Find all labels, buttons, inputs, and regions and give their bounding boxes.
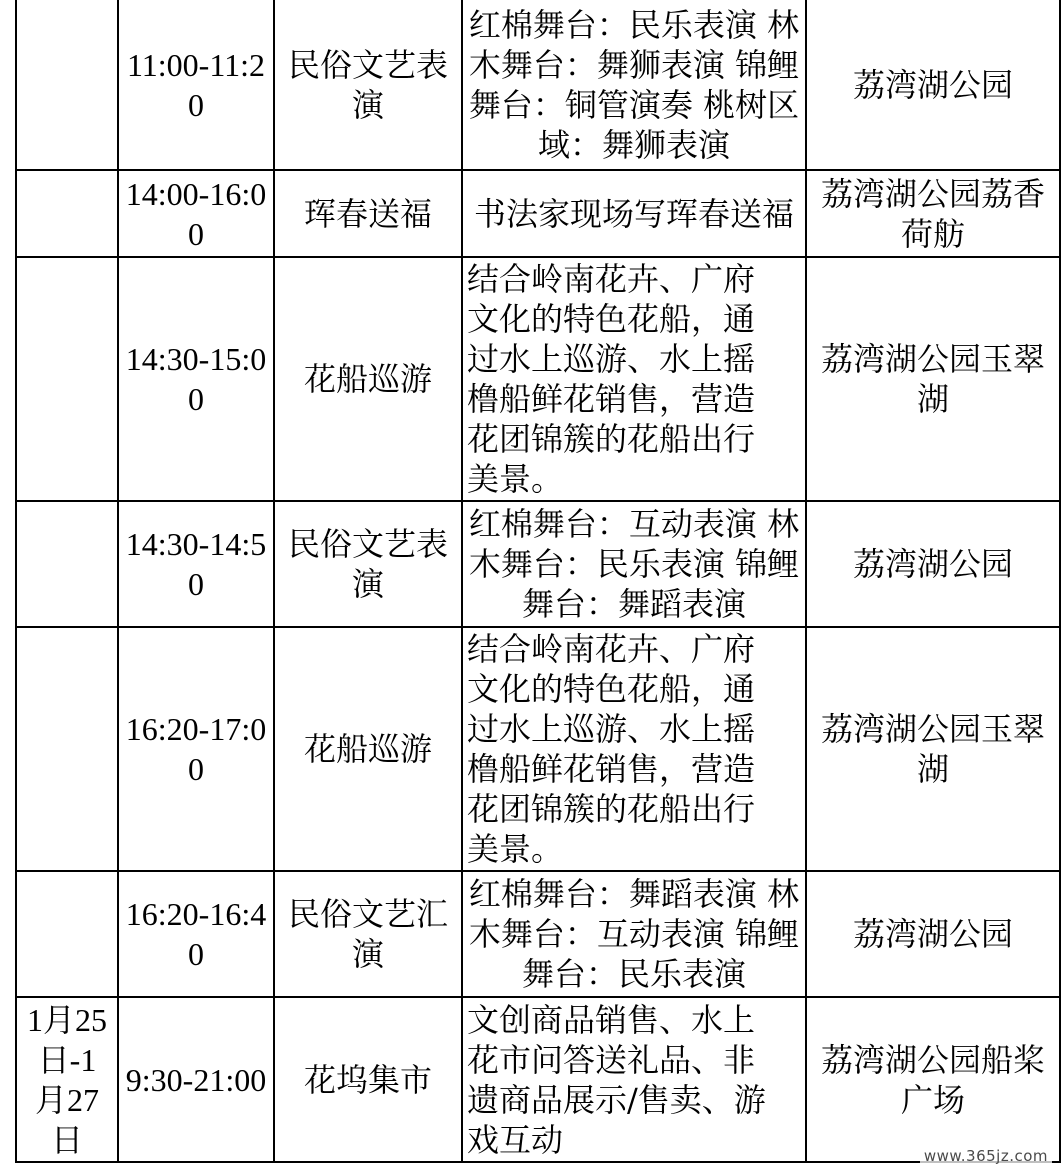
venue-cell [806, 501, 1060, 627]
table-row [16, 501, 1060, 627]
venue-cell [806, 257, 1060, 501]
description-cell [462, 997, 806, 1162]
time-cell [118, 997, 274, 1162]
time-text: 14:30-15:00 [125, 341, 267, 417]
time-cell [118, 170, 274, 257]
description-text: 结合岭南花卉、广府文化的特色花船，通过水上巡游、水上摇橹船鲜花销售，营造花团锦簇的花船出行美景。 [467, 260, 756, 498]
time-text: 11:00-11:20 [126, 46, 266, 123]
time-cell [118, 501, 274, 627]
table-row [16, 257, 1060, 501]
venue-cell [806, 871, 1060, 997]
table-row [16, 627, 1060, 871]
description-text: 红棉舞台：舞蹈表演 林木舞台：互动表演 锦鲤舞台：民乐表演 [468, 875, 800, 993]
time-text: 9:30-21:00 [125, 1061, 267, 1098]
venue-text: 荔湾湖公园荔香荷舫 [820, 174, 1045, 253]
description-text: 红棉舞台：民乐表演 林木舞台：舞狮表演 锦鲤舞台：铜管演奏 桃树区域：舞狮表演 [468, 5, 800, 164]
venue-text: 荔湾湖公园船桨广场 [820, 1040, 1045, 1119]
time-cell [118, 257, 274, 501]
table-row [16, 0, 1060, 170]
date-cell [16, 627, 118, 871]
activity-text: 珲春送福 [303, 194, 432, 233]
date-cell [16, 0, 118, 170]
time-text: 14:00-16:00 [125, 175, 267, 252]
time-cell [118, 871, 274, 997]
activity-cell [274, 871, 462, 997]
table-row [16, 170, 1060, 257]
activity-text: 花船巡游 [303, 360, 432, 398]
description-cell [462, 501, 806, 627]
description-cell [462, 257, 806, 501]
venue-cell [806, 0, 1060, 170]
site-watermark: www.365jz.com [920, 1146, 1052, 1166]
date-cell [16, 997, 118, 1162]
description-cell [462, 871, 806, 997]
venue-text: 荔湾湖公园玉翠湖 [820, 710, 1045, 788]
activity-cell [274, 997, 462, 1162]
activity-text: 民俗文艺表演 [287, 525, 448, 603]
venue-text: 荔湾湖公园玉翠湖 [820, 340, 1045, 418]
description-cell [462, 627, 806, 871]
venue-text: 荔湾湖公园 [852, 545, 1013, 583]
activity-cell [274, 257, 462, 501]
activity-text: 花坞集市 [303, 1060, 432, 1099]
description-text: 红棉舞台：互动表演 林木舞台：民乐表演 锦鲤舞台：舞蹈表演 [468, 505, 800, 623]
venue-cell [806, 997, 1060, 1162]
time-cell [118, 0, 274, 170]
date-cell [16, 501, 118, 627]
activity-cell [274, 170, 462, 257]
table-row [16, 871, 1060, 997]
time-cell [118, 627, 274, 871]
description-text: 文创商品销售、水上花市问答送礼品、非遗商品展示/售卖、游戏互动 [467, 1000, 766, 1159]
time-text: 16:20-17:00 [125, 711, 267, 787]
description-text: 结合岭南花卉、广府文化的特色花船，通过水上巡游、水上摇橹船鲜花销售，营造花团锦簇的花船出行美景。 [467, 630, 756, 868]
description-cell [462, 0, 806, 170]
time-text: 14:30-14:50 [125, 526, 267, 602]
venue-cell [806, 170, 1060, 257]
activity-cell [274, 0, 462, 170]
date-text: 1月25日-1月27日 [26, 1001, 107, 1158]
description-cell [462, 170, 806, 257]
venue-text: 荔湾湖公园 [852, 65, 1013, 104]
activity-cell [274, 627, 462, 871]
event-schedule-table [15, 0, 1061, 1163]
date-cell [16, 170, 118, 257]
description-text: 书法家现场写珲春送福 [473, 194, 794, 233]
date-cell [16, 871, 118, 997]
activity-text: 民俗文艺表演 [287, 45, 448, 124]
venue-text: 荔湾湖公园 [852, 915, 1013, 953]
time-text: 16:20-16:40 [125, 896, 267, 972]
activity-text: 民俗文艺汇演 [287, 895, 448, 973]
table-row [16, 997, 1060, 1162]
activity-text: 花船巡游 [303, 730, 432, 768]
date-cell [16, 257, 118, 501]
activity-cell [274, 501, 462, 627]
venue-cell [806, 627, 1060, 871]
